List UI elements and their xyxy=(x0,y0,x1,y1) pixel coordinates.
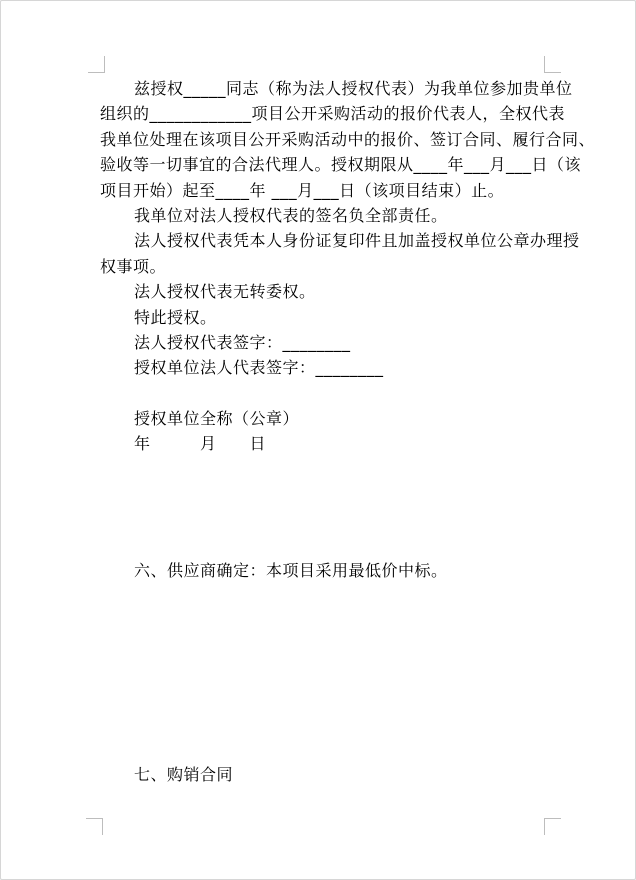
blank-line xyxy=(100,685,552,710)
blank-line xyxy=(100,508,552,533)
blank-line xyxy=(100,711,552,736)
crop-mark-bottom-right xyxy=(544,818,561,835)
blank-line xyxy=(100,457,552,482)
crop-mark-top-right xyxy=(544,56,561,73)
text-line: 授权单位法人代表签字：________ xyxy=(134,358,384,378)
blank-line xyxy=(100,381,552,406)
text-line: 法人授权代表无转委权。 xyxy=(134,282,316,302)
blank-line xyxy=(100,482,552,507)
blank-line xyxy=(100,609,552,634)
blank-line xyxy=(100,736,552,761)
text-line: 授权单位全称（公章） xyxy=(134,409,300,429)
document-text-area xyxy=(100,76,596,787)
blank-line xyxy=(100,584,552,609)
text-line: 兹授权_____同志（称为法人授权代表）为我单位参加贵单位 xyxy=(134,79,573,98)
text-line: 项目开始）起至____年 ___月___日（该项目结束）止。 xyxy=(100,180,505,200)
text-line: 组织的____________项目公开采购活动的报价代表人，全权代表 xyxy=(100,104,566,124)
text-line: 法人授权代表签字：________ xyxy=(134,332,351,352)
crop-mark-bottom-left xyxy=(86,818,103,835)
text-line: 验收等一切事宜的合法代理人。授权期限从____年___月___日（该 xyxy=(100,155,582,175)
blank-line xyxy=(100,635,552,660)
text-line: 特此授权。 xyxy=(134,307,217,327)
text-line: 法人授权代表凭本人身份证复印件且加盖授权单位公章办理授 xyxy=(134,231,580,251)
text-line: 六、供应商确定：本项目采用最低价中标。 xyxy=(134,561,448,581)
text-line: 我单位处理在该项目公开采购活动中的报价、签订合同、履行合同、 xyxy=(100,129,596,149)
blank-line xyxy=(100,533,552,558)
blank-line xyxy=(100,660,552,685)
text-line: 我单位对法人授权代表的签名负全部责任。 xyxy=(134,205,448,225)
text-line: 七、购销合同 xyxy=(134,764,234,784)
crop-mark-top-left xyxy=(88,56,105,73)
text-line: 权事项。 xyxy=(100,256,167,276)
text-line: 年 月 日 xyxy=(134,434,267,454)
